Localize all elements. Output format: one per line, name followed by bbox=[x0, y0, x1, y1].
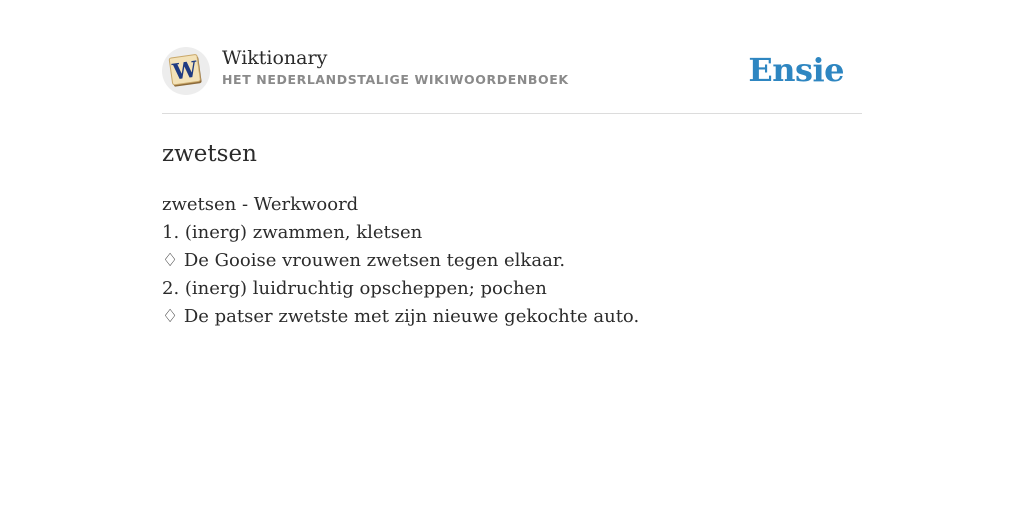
ensie-logo-link[interactable]: Ensie bbox=[748, 51, 844, 89]
brand-block bbox=[222, 45, 569, 89]
example-1: ♢ De Gooise vrouwen zwetsen tegen elkaar. bbox=[162, 250, 566, 271]
site-header bbox=[162, 0, 862, 114]
logo-letter: W bbox=[170, 56, 200, 86]
content-container bbox=[162, 0, 862, 331]
wiktionary-tile-icon bbox=[162, 47, 210, 95]
definition-heading: zwetsen - Werkwoord bbox=[162, 194, 359, 215]
sense-1: 1. (inerg) zwammen, kletsen bbox=[162, 222, 423, 243]
sense-2: 2. (inerg) luidruchtig opscheppen; pochen bbox=[162, 278, 547, 299]
wiktionary-logo[interactable] bbox=[162, 47, 210, 95]
entry-definition bbox=[162, 191, 862, 331]
entry-title: zwetsen bbox=[162, 141, 257, 167]
example-2: ♢ De patser zwetste met zijn nieuwe gekochte auto. bbox=[162, 306, 640, 327]
site-name[interactable]: Wiktionary bbox=[222, 47, 328, 69]
site-subtitle: HET NEDERLANDSTALIGE WIKIWOORDENBOEK bbox=[222, 72, 569, 87]
